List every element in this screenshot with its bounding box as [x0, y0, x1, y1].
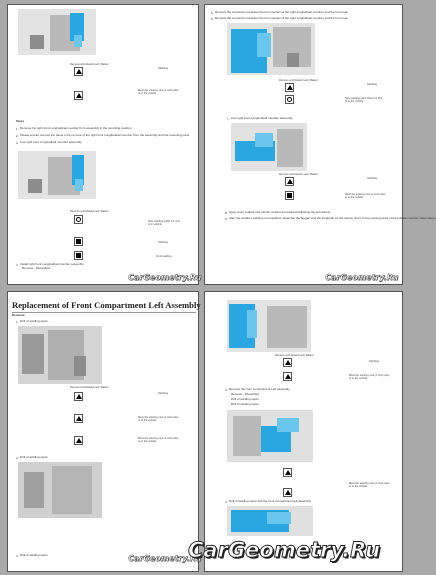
icon-label: Stitching — [367, 177, 377, 180]
icon-label: Stitching — [367, 83, 377, 86]
warning-icon — [283, 488, 292, 497]
document-page-2: 5. Remove the connection between the front section of the right longitudinal member and the front rear. 6. Remove the connection between the front section of the right longitudinal member and the front rear. Remove and discard such Marker Stitching Spot welding point (hole 2.0 Pin) or in the vehicle 7. Line right front Longitudinal member assembly. Remove and discard such Marker Stitching Meet the existing note (1 inch pole) or in the vehicle 8. Apply body sealant and interior coating as required (following the procedure). 9. After the weather welding is completed, assemble the beggar and the longitude on the interior (front of the existing joints of the tubular member sheet stays). CarGeometry.Ru — [204, 4, 403, 285]
section-heading: Removal — [12, 313, 25, 317]
step-text: Remove - Rivet/Clips — [22, 266, 51, 270]
welding-icon — [285, 191, 294, 200]
step-text: Drill of welding spots. — [20, 455, 49, 459]
step-text: Remove the connection between the front section of the right longitudinal member and the front rear. — [215, 10, 349, 14]
section-heading: Steps — [16, 119, 25, 123]
icon-caption: Remove and discard such Marker — [70, 63, 109, 66]
icon-label: Front welding — [156, 255, 172, 258]
step-text: Drill of welding spots and the front compartment left assembly. — [229, 499, 312, 503]
warning-icon — [74, 392, 83, 401]
body-panel-diagram — [227, 506, 313, 536]
watermark: CarGeometry.Ru — [128, 554, 202, 563]
warning-icon — [74, 91, 83, 100]
warning-icon — [285, 83, 294, 92]
icon-caption: Spot welding point (hole 2.0 Pin) or in the vehicle — [345, 97, 383, 103]
welding-icon — [74, 237, 83, 246]
step-text: Drill of welding spots. — [20, 553, 49, 557]
icon-caption: Meet the existing note (1 inch pole) or in the vehicle — [349, 482, 390, 488]
step-text: Remove the connection between the front section of the right longitudinal member and the front rear. — [215, 16, 349, 20]
body-panel-diagram — [227, 300, 311, 352]
step-text: Apply body sealant and interior coating as required (following the procedure). — [229, 210, 332, 214]
welding-icon — [74, 251, 83, 260]
icon-caption: Meet the existing note (1 inch pole) or in the vehicle — [138, 89, 179, 95]
step-text: Install right front Longitudinal member assembly — [20, 262, 84, 266]
circle-icon — [285, 95, 294, 104]
step-text: Remove the front compartment Left assembly. — [229, 387, 291, 391]
body-panel-diagram — [18, 462, 102, 518]
warning-icon — [74, 414, 83, 423]
step-text: After the weather welding is completed, assemble the beggar and the longitude on the interior (front of the existing joints of the tubular member sheet stays). — [229, 216, 436, 220]
page-title: Replacement of Front Compartment Left Assembly — [12, 300, 201, 310]
warning-icon — [283, 372, 292, 381]
circle-icon — [74, 215, 83, 224]
icon-caption: Spot welding (pillar 1.0 mm) or in vehicle — [148, 220, 181, 226]
icon-caption: Meet the existing note (1 inch pole) or in the vehicle — [138, 416, 179, 422]
icon-caption: Meet the existing note (1 inch pole) or in the vehicle — [138, 437, 179, 443]
document-page-1: Remove and discard such Marker Stitching Meet the existing note (1 inch pole) or in the vehicle Steps 1. Remove the right front Longitudinal member from assembly in the mounting position. 2. Please ensure remove the panel to be remove of the right front Longitudinal member from the assembly and the mounting parts. 3. Line right front Longitudinal member assembly. Remove and discard such Marker Spot welding (pillar 1.0 mm) or in vehicle Stitching Front welding 4. Install right front Longitudinal member assembly Remove - Rivet/Clips CarGeometry.Ru — [7, 4, 199, 285]
step-text: Line right front Longitudinal member assembly. — [20, 140, 83, 144]
body-panel-diagram — [227, 410, 313, 462]
warning-icon — [74, 67, 83, 76]
icon-caption: Remove and discard such Marker — [279, 79, 318, 82]
body-panel-diagram — [18, 326, 102, 384]
warning-icon — [285, 177, 294, 186]
icon-label: Stitching — [158, 392, 168, 395]
icon-caption: Remove and discard such Marker — [70, 210, 109, 213]
step-text: Drill of welding spots. — [20, 319, 49, 323]
document-page-4: Remove and discard such Marker Stitching Meet the existing note (1 inch pole) or in the vehicle 2. Remove the front compartment Left assembly. Remove - Rivet/Clips Drill of welding spots. Drill of welding spots. Meet the existing note (1 inch pole) or in the vehicle 3. Drill of welding spots and the front compartment left assembly. — [204, 291, 403, 572]
body-panel-diagram — [231, 123, 307, 171]
step-text: Please ensure remove the panel to be remove of the right front Longitudinal member from the assembly and the mounting parts. — [20, 133, 190, 137]
watermark: CarGeometry.Ru — [325, 273, 399, 282]
icon-label: Stitching — [158, 241, 168, 244]
step-text: Drill of welding spots. — [231, 397, 260, 401]
warning-icon — [283, 358, 292, 367]
watermark-large: CarGeometry.Ru — [188, 538, 381, 562]
body-panel-diagram — [18, 9, 96, 55]
step-text: Remove the right front Longitudinal member from assembly in the mounting position. — [20, 126, 133, 130]
document-page-3: Replacement of Front Compartment Left Assembly Removal 1. Drill of welding spots. Remove and discard such Marker Stitching Meet the existing note (1 inch pole) or in the vehicle Meet the existing note (1 inch pole) or in the vehicle 2. Drill of welding spots. 3. Drill of welding spots. CarGeometry.Ru — [7, 291, 199, 572]
step-text: Line right front Longitudinal member assembly. — [231, 116, 294, 120]
body-panel-diagram — [227, 23, 315, 75]
step-text: Drill of welding spots. — [231, 402, 260, 406]
warning-icon — [283, 468, 292, 477]
warning-icon — [74, 436, 83, 445]
step-text: Remove - Rivet/Clips — [231, 392, 260, 396]
watermark: CarGeometry.Ru — [128, 273, 202, 282]
icon-caption: Remove and discard such Marker — [279, 173, 318, 176]
icon-caption: Meet the existing note (1 inch pole) or in the vehicle — [349, 374, 390, 380]
icon-label: Stitching — [369, 360, 379, 363]
icon-caption: Meet the existing note (1 inch pole) or in the vehicle — [345, 193, 386, 199]
icon-label: Stitching — [158, 67, 168, 70]
icon-caption: Remove and discard such Marker — [70, 386, 109, 389]
icon-caption: Remove and discard such Marker — [275, 354, 314, 357]
body-panel-diagram — [18, 151, 96, 199]
